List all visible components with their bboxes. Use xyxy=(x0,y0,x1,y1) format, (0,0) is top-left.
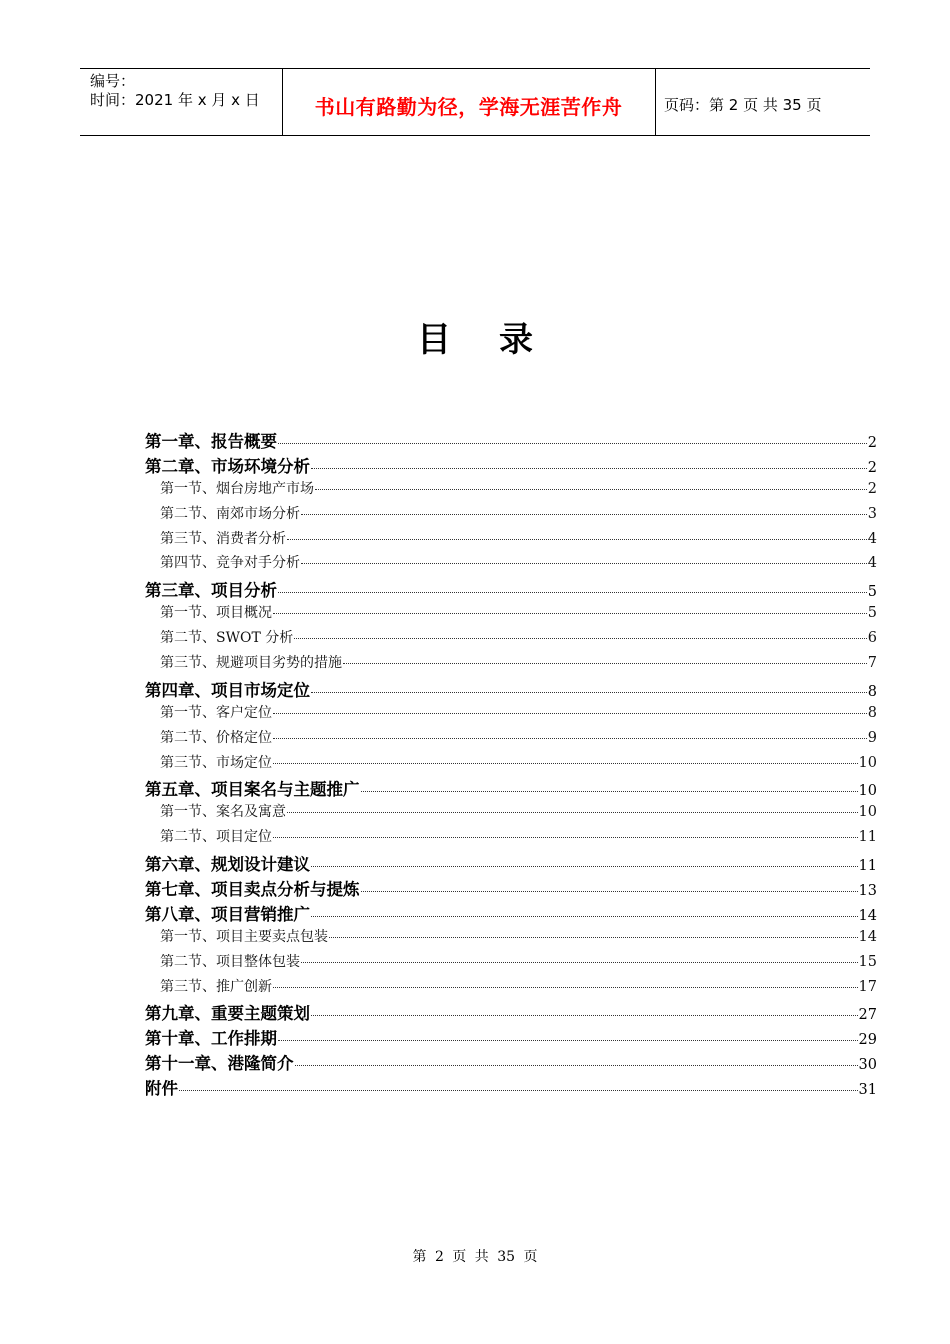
toc-entry-page-number: 8 xyxy=(867,704,877,721)
toc-section-entry[interactable] xyxy=(145,627,877,652)
toc-entry-label: 第四章、项目市场定位 xyxy=(145,680,310,700)
toc-chapter-entry[interactable] xyxy=(145,1000,877,1025)
toc-dot-leader xyxy=(301,563,867,564)
toc-dot-leader xyxy=(311,916,858,917)
toc-chapter-entry[interactable] xyxy=(145,876,877,901)
toc-chapter-entry[interactable] xyxy=(145,428,877,453)
page-footer: 第 2 页 共 35 页 xyxy=(412,1249,538,1265)
toc-section-entry[interactable] xyxy=(145,801,877,826)
toc-entry-page-number: 2 xyxy=(867,480,877,497)
toc-entry-page-number: 10 xyxy=(858,783,877,800)
toc-entry-label: 第七章、项目卖点分析与提炼 xyxy=(145,880,360,900)
toc-entry-label: 第八章、项目营销推广 xyxy=(145,904,310,924)
toc-dot-leader xyxy=(361,791,858,792)
header-time-label: 时间：2021 年 x 月 x 日 xyxy=(90,91,260,109)
toc-entry-page-number: 4 xyxy=(867,530,877,547)
toc-entry-page-number: 29 xyxy=(858,1032,877,1049)
toc-section-entry[interactable] xyxy=(145,552,877,577)
toc-entry-page-number: 14 xyxy=(858,928,877,945)
toc-section-entry[interactable] xyxy=(145,951,877,976)
toc-entry-label: 第二节、价格定位 xyxy=(160,729,272,746)
toc-entry-page-number: 4 xyxy=(867,555,877,572)
toc-section-entry[interactable] xyxy=(145,752,877,777)
toc-entry-label: 第六章、规划设计建议 xyxy=(145,855,310,875)
toc-entry-label: 第三节、规避项目劣势的措施 xyxy=(160,655,342,672)
toc-chapter-entry[interactable] xyxy=(145,1050,877,1075)
toc-dot-leader xyxy=(273,763,858,764)
document-title: 目录 xyxy=(417,320,581,360)
toc-entry-label: 第五章、项目案名与主题推广 xyxy=(145,780,360,800)
toc-entry-page-number: 7 xyxy=(867,655,877,672)
toc-dot-leader xyxy=(287,539,867,540)
toc-chapter-entry[interactable] xyxy=(145,851,877,876)
toc-section-entry[interactable] xyxy=(145,702,877,727)
toc-dot-leader xyxy=(273,713,867,714)
toc-dot-leader xyxy=(273,837,858,838)
toc-section-entry[interactable] xyxy=(145,976,877,1001)
toc-entry-label: 第三章、项目分析 xyxy=(145,581,277,601)
toc-chapter-entry[interactable] xyxy=(145,1075,877,1100)
toc-entry-label: 第二节、南郊市场分析 xyxy=(160,505,300,522)
toc-chapter-entry[interactable] xyxy=(145,901,877,926)
toc-entry-label: 第二节、SWOT 分析 xyxy=(160,630,294,647)
toc-entry-page-number: 31 xyxy=(858,1082,877,1099)
toc-entry-page-number: 2 xyxy=(867,459,877,476)
toc-section-entry[interactable] xyxy=(145,926,877,951)
toc-chapter-entry[interactable] xyxy=(145,776,877,801)
toc-entry-page-number: 10 xyxy=(858,754,877,771)
toc-chapter-entry[interactable] xyxy=(145,677,877,702)
toc-section-entry[interactable] xyxy=(145,826,877,851)
toc-entry-page-number: 9 xyxy=(867,729,877,746)
toc-entry-page-number: 6 xyxy=(867,630,877,647)
toc-dot-leader xyxy=(287,812,858,813)
toc-dot-leader xyxy=(278,592,867,593)
toc-entry-page-number: 17 xyxy=(858,978,877,995)
toc-entry-label: 第十一章、港隆简介 xyxy=(145,1054,294,1074)
toc-entry-label: 第一节、案名及寓意 xyxy=(160,804,286,821)
toc-entry-label: 第一章、报告概要 xyxy=(145,432,277,451)
toc-chapter-entry[interactable] xyxy=(145,1025,877,1050)
toc-dot-leader xyxy=(311,866,858,867)
toc-entry-label: 第九章、重要主题策划 xyxy=(145,1004,310,1024)
toc-entry-page-number: 30 xyxy=(858,1057,877,1074)
toc-entry-label: 第二章、市场环境分析 xyxy=(145,456,310,476)
toc-dot-leader xyxy=(301,514,867,515)
toc-entry-page-number: 14 xyxy=(858,907,877,924)
toc-entry-page-number: 13 xyxy=(858,883,877,900)
toc-entry-page-number: 10 xyxy=(858,804,877,821)
toc-entry-page-number: 27 xyxy=(858,1007,877,1024)
toc-dot-leader xyxy=(361,891,858,892)
toc-entry-label: 第三节、推广创新 xyxy=(160,978,272,995)
toc-dot-leader xyxy=(329,937,858,938)
toc-dot-leader xyxy=(311,692,867,693)
toc-entry-page-number: 3 xyxy=(867,505,877,522)
toc-section-entry[interactable] xyxy=(145,602,877,627)
toc-entry-page-number: 8 xyxy=(867,683,877,700)
page-header xyxy=(80,68,870,136)
toc-entry-page-number: 15 xyxy=(858,953,877,970)
toc-dot-leader xyxy=(273,987,858,988)
toc-dot-leader xyxy=(315,489,867,490)
toc-dot-leader xyxy=(311,468,867,469)
toc-entry-label: 第一节、项目主要卖点包装 xyxy=(160,928,328,945)
toc-entry-page-number: 11 xyxy=(858,858,877,875)
toc-entry-label: 第三节、市场定位 xyxy=(160,754,272,771)
toc-entry-page-number: 11 xyxy=(858,829,877,846)
toc-chapter-entry[interactable] xyxy=(145,453,877,478)
toc-chapter-entry[interactable] xyxy=(145,577,877,602)
toc-entry-label: 第一节、烟台房地产市场 xyxy=(160,480,314,497)
toc-entry-label: 第三节、消费者分析 xyxy=(160,530,286,547)
toc-section-entry[interactable] xyxy=(145,528,877,553)
toc-section-entry[interactable] xyxy=(145,478,877,503)
toc-section-entry[interactable] xyxy=(145,652,877,677)
toc-entry-label: 附件 xyxy=(145,1079,178,1099)
toc-dot-leader xyxy=(301,962,858,963)
toc-entry-page-number: 2 xyxy=(867,435,877,451)
toc-dot-leader xyxy=(295,1065,858,1066)
table-of-contents xyxy=(145,428,877,1100)
toc-entry-page-number: 5 xyxy=(867,605,877,622)
toc-dot-leader xyxy=(343,663,867,664)
toc-dot-leader xyxy=(273,613,867,614)
toc-dot-leader xyxy=(278,443,867,444)
toc-entry-label: 第一节、项目概况 xyxy=(160,605,272,622)
toc-entry-label: 第一节、客户定位 xyxy=(160,704,272,721)
header-meta xyxy=(90,72,260,110)
toc-dot-leader xyxy=(311,1015,858,1016)
toc-dot-leader xyxy=(294,638,867,639)
toc-entry-page-number: 5 xyxy=(867,584,877,601)
header-motto: 书山有路勤为径，学海无涯苦作舟 xyxy=(314,95,623,119)
toc-section-entry[interactable] xyxy=(145,503,877,528)
toc-entry-label: 第四节、竞争对手分析 xyxy=(160,555,300,572)
toc-entry-label: 第二节、项目整体包装 xyxy=(160,953,300,970)
toc-dot-leader xyxy=(273,738,867,739)
header-number-label: 编号： xyxy=(90,72,136,90)
toc-dot-leader xyxy=(278,1040,858,1041)
header-divider-right xyxy=(655,69,656,135)
toc-dot-leader xyxy=(179,1090,858,1091)
toc-section-entry[interactable] xyxy=(145,727,877,752)
header-page-info: 页码：第 2 页 共 35 页 xyxy=(664,96,822,114)
toc-entry-label: 第二节、项目定位 xyxy=(160,829,272,846)
toc-entry-label: 第十章、工作排期 xyxy=(145,1029,277,1049)
